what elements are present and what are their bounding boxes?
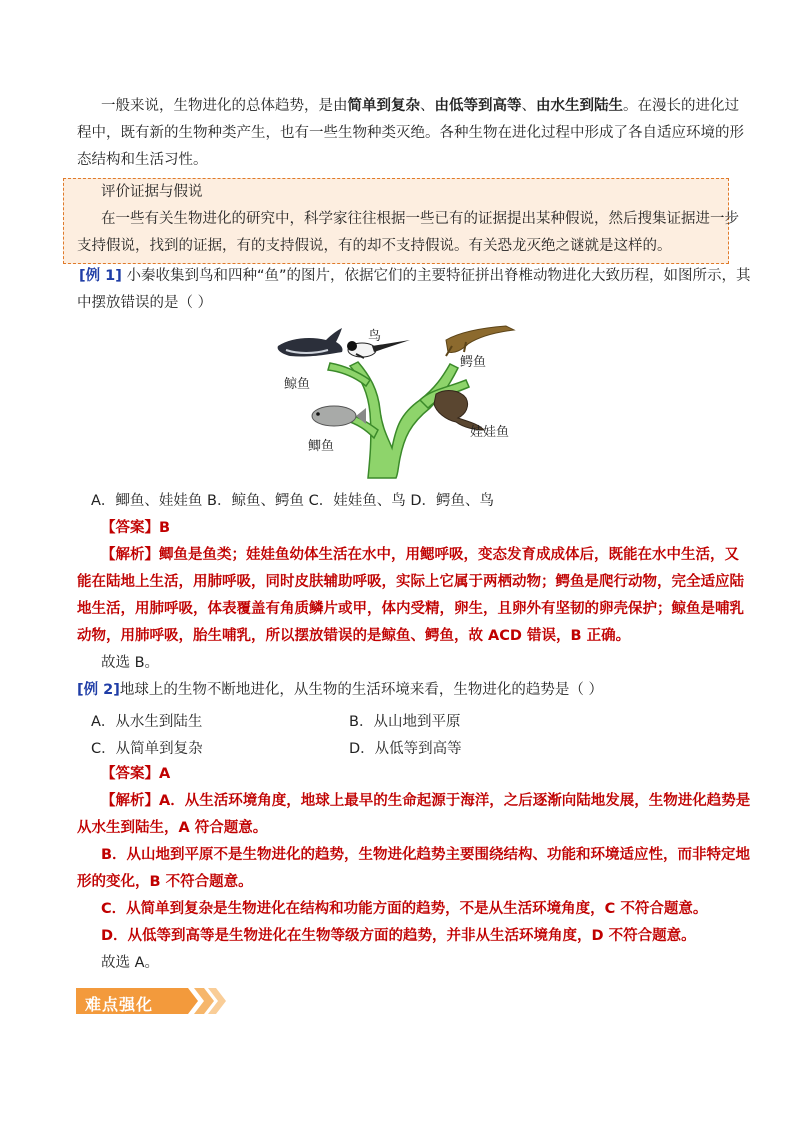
example-1-explanation-1: 【解析】鲫鱼是鱼类；娃娃鱼幼体生活在水中，用鳃呼吸，变态发育成成体后，既能在水中生活，又 (101, 547, 739, 563)
intro-bold-simple-complex: 简单到复杂 (347, 98, 420, 114)
label-crocodile: 鳄鱼 (460, 355, 487, 370)
example-2-question (77, 680, 603, 700)
example-1-explanation-4: 动物，用肺呼吸，胎生哺乳，所以摆放错误的是鲸鱼、鳄鱼，故 ACD 错误，B 正确。 (77, 628, 631, 644)
example-2-explanation-5: C．从简单到复杂是生物进化在结构和功能方面的趋势，不是从生活环境角度，C 不符合题意。 (101, 901, 708, 917)
example-1-question-line-2: 中摆放错误的是（ ） (77, 295, 213, 311)
example-2-explanation-3: B．从山地到平原不是生物进化的趋势，生物进化趋势主要围绕结构、功能和环境适应性，而非特定地 (101, 847, 751, 863)
example-2-explanation-2: 从水生到陆生，A 符合题意。 (77, 820, 268, 836)
example-2-option-b: B．从山地到平原 (349, 714, 461, 730)
example-1-question-line-1 (79, 266, 751, 286)
example-2-explanation-6: D．从低等到高等是生物进化在生物等级方面的趋势，并非从生活环境角度，D 不符合题意。 (101, 928, 696, 944)
example-1-tag: [例 1] (79, 268, 122, 284)
example-2-option-c: C．从简单到复杂 (91, 741, 203, 757)
example-1-options: A．鲫鱼、娃娃鱼 B．鲸鱼、鳄鱼 C．娃娃鱼、鸟 D．鳄鱼、鸟 (91, 493, 494, 509)
example-2-conclusion: 故选 A。 (101, 955, 160, 971)
box-title: 评价证据与假说 (101, 184, 203, 200)
example-2-explanation-1: 【解析】A．从生活环境角度，地球上最早的生命起源于海洋，之后逐渐向陆地发展，生物进化趋势是 (101, 793, 751, 809)
evolution-tree-figure (270, 318, 530, 483)
intro-bold-low-high: 由低等到高等 (434, 98, 522, 114)
intro-bold-water-land: 由水生到陆生 (536, 98, 623, 114)
intro-sep: 、 (420, 98, 435, 114)
intro-text: 。在漫长的进化过 (623, 98, 739, 114)
example-2-tag: [例 2] (77, 682, 120, 698)
example-1-answer: 【答案】B (101, 520, 171, 536)
box-line-2: 支持假说，找到的证据，有的支持假说，有的却不支持假说。有关恐龙灭绝之谜就是这样的。 (77, 238, 672, 254)
intro-line-3: 态结构和生活习性。 (77, 152, 208, 168)
label-bird: 鸟 (368, 329, 382, 344)
label-crucian-carp: 鲫鱼 (308, 439, 335, 454)
intro-line-2: 程中，既有新的生物种类产生，也有一些生物种类灭绝。各种生物在进化过程中形成了各自适应环境的形 (77, 125, 744, 141)
example-2-explanation-4: 形的变化，B 不符合题意。 (77, 874, 253, 890)
example-2-question-text: 地球上的生物不断地进化，从生物的生活环境来看，生物进化的趋势是（ ） (119, 682, 604, 698)
example-2-answer: 【答案】A (101, 766, 171, 782)
example-2-option-d: D．从低等到高等 (349, 741, 462, 757)
section-banner-label: 难点强化 (85, 995, 154, 1014)
label-salamander: 娃娃鱼 (470, 425, 510, 440)
box-line-1: 在一些有关生物进化的研究中，科学家往往根据一些已有的证据提出某种假说，然后搜集证据进一步 (101, 211, 739, 227)
whale-image (278, 328, 343, 357)
crocodile-image (446, 326, 514, 356)
intro-line-1 (101, 96, 739, 116)
example-1-conclusion: 故选 B。 (101, 655, 160, 671)
example-2-option-a: A．从水生到陆生 (91, 714, 203, 730)
example-1-explanation-2: 能在陆地上生活，用肺呼吸，同时皮肤辅助呼吸，实际上它属于两栖动物；鳄鱼是爬行动物，完全适应陆 (77, 574, 744, 590)
intro-text: 一般来说，生物进化的总体趋势，是由 (101, 98, 348, 114)
example-1-question-text: 小秦收集到鸟和四种“鱼”的图片，依据它们的主要特征拼出脊椎动物进化大致历程，如图所示，其 (126, 268, 751, 284)
intro-sep: 、 (521, 98, 536, 114)
example-1-explanation-3: 地生活，用肺呼吸，体表覆盖有角质鳞片或甲，体内受精，卵生，且卵外有坚韧的卵壳保护；鲸鱼是哺乳 (77, 601, 744, 617)
label-whale: 鲸鱼 (284, 377, 311, 392)
